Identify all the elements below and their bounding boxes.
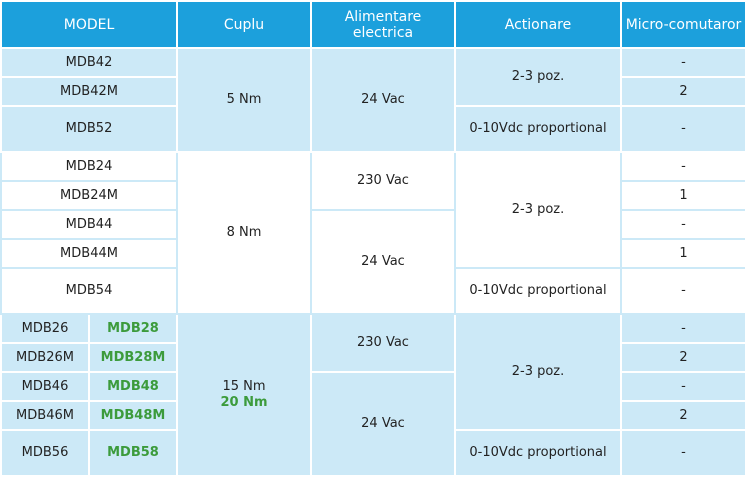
- model-new-cell: MDB48M: [89, 401, 177, 430]
- micro-cell: -: [621, 372, 745, 401]
- micro-cell: -: [621, 210, 745, 239]
- micro-cell: -: [621, 314, 745, 343]
- col-header-cuplu: Cuplu: [177, 1, 311, 48]
- actionare-cell: 0-10Vdc proportional: [455, 268, 621, 314]
- actionare-cell: 2-3 poz.: [455, 152, 621, 268]
- model-cell: MDB42M: [1, 77, 177, 106]
- micro-cell: -: [621, 152, 745, 181]
- alimentare-cell: 230 Vac: [311, 152, 455, 210]
- model-new-cell: MDB28M: [89, 343, 177, 372]
- model-cell: MDB52: [1, 106, 177, 152]
- model-cell: MDB26: [1, 314, 89, 343]
- table-row: [1, 314, 745, 343]
- micro-cell: -: [621, 48, 745, 77]
- actionare-cell: 2-3 poz.: [455, 48, 621, 106]
- alimentare-cell: 24 Vac: [311, 48, 455, 152]
- model-new-cell: MDB58: [89, 430, 177, 476]
- col-header-micro: Micro-comutaror: [621, 1, 745, 48]
- actionare-cell: 2-3 poz.: [455, 314, 621, 430]
- micro-cell: 1: [621, 181, 745, 210]
- model-cell: MDB54: [1, 268, 177, 314]
- alimentare-cell: 230 Vac: [311, 314, 455, 372]
- cuplu-value: 15 Nm: [222, 379, 266, 394]
- actionare-cell: 0-10Vdc proportional: [455, 430, 621, 476]
- table-row: [1, 210, 745, 239]
- table-row: [1, 152, 745, 181]
- alimentare-cell: 24 Vac: [311, 210, 455, 314]
- col-header-alimentare: Alimentare electrica: [311, 1, 455, 48]
- cuplu-cell: [177, 314, 311, 476]
- micro-cell: -: [621, 268, 745, 314]
- model-cell: MDB42: [1, 48, 177, 77]
- cuplu-cell: 8 Nm: [177, 152, 311, 314]
- model-new-cell: MDB28: [89, 314, 177, 343]
- table-row: [1, 48, 745, 77]
- model-cell: MDB56: [1, 430, 89, 476]
- model-cell: MDB26M: [1, 343, 89, 372]
- table-header-row: [1, 1, 745, 48]
- micro-cell: 2: [621, 343, 745, 372]
- micro-cell: 2: [621, 401, 745, 430]
- alimentare-cell: 24 Vac: [311, 372, 455, 476]
- model-cell: MDB46M: [1, 401, 89, 430]
- col-header-model: MODEL: [1, 1, 177, 48]
- model-cell: MDB46: [1, 372, 89, 401]
- model-cell: MDB44: [1, 210, 177, 239]
- model-cell: MDB24: [1, 152, 177, 181]
- col-header-actionare: Actionare: [455, 1, 621, 48]
- model-cell: MDB24M: [1, 181, 177, 210]
- model-cell: MDB44M: [1, 239, 177, 268]
- table-row: [1, 372, 745, 401]
- micro-cell: 2: [621, 77, 745, 106]
- cuplu-cell: 5 Nm: [177, 48, 311, 152]
- micro-cell: 1: [621, 239, 745, 268]
- micro-cell: -: [621, 430, 745, 476]
- cuplu-new-value: 20 Nm: [220, 395, 268, 410]
- actionare-cell: 0-10Vdc proportional: [455, 106, 621, 152]
- model-new-cell: MDB48: [89, 372, 177, 401]
- micro-cell: -: [621, 106, 745, 152]
